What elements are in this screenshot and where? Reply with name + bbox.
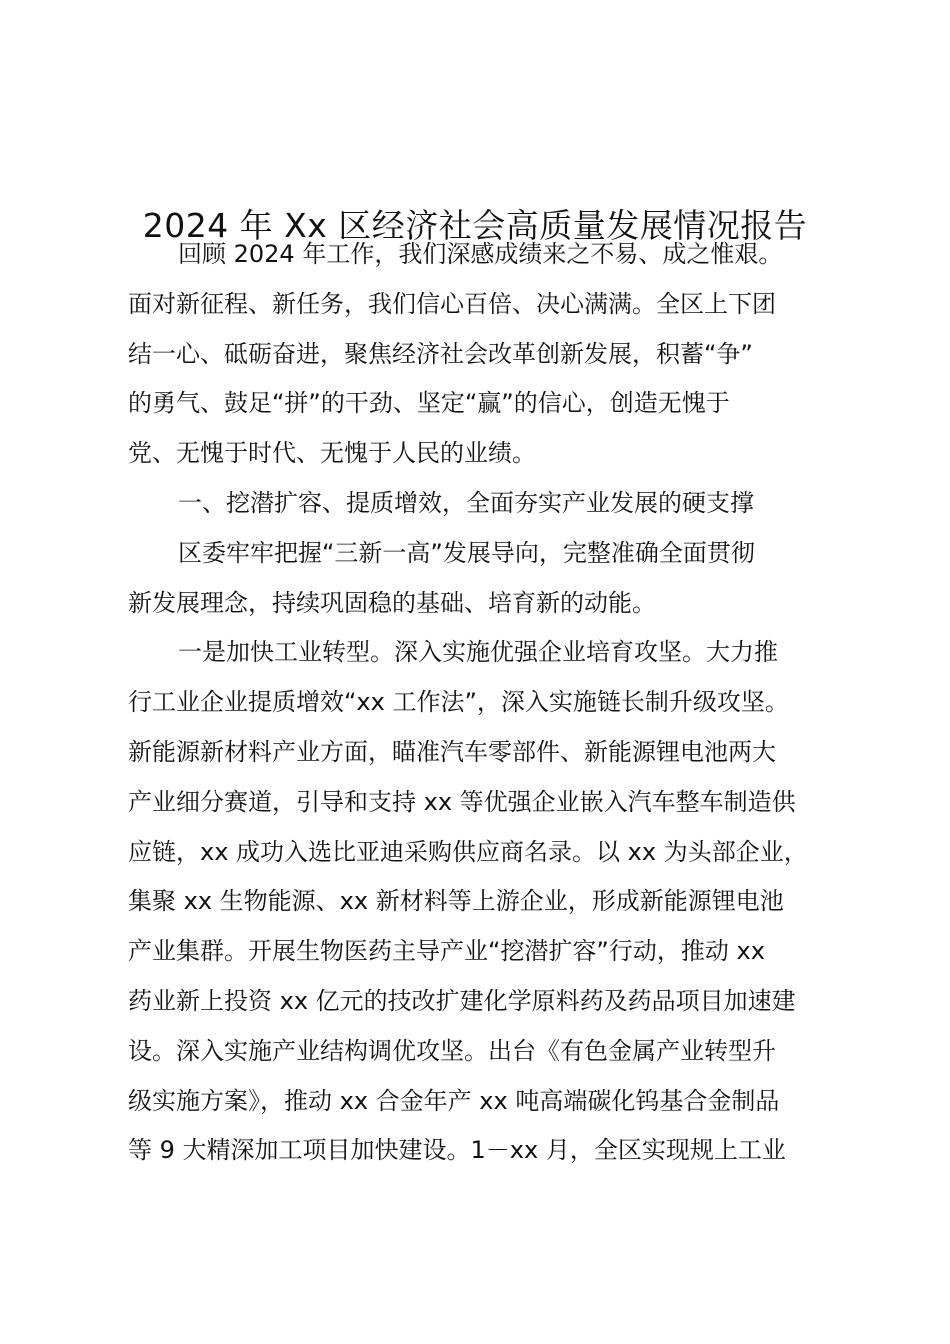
document-title: 2024 年 Xx 区经济社会高质量发展情况报告 (142, 206, 808, 246)
body-line: 设。深入实施产业结构调优攻坚。出台《有色金属产业转型升 (128, 1036, 776, 1065)
body-line: 产业细分赛道，引导和支持 xx 等优强企业嵌入汽车整车制造供 (128, 787, 796, 816)
body-line: 产业集群。开展生物医药主导产业“挖潜扩容”行动，推动 xx (128, 937, 765, 966)
document-body (128, 230, 868, 1176)
body-line: 集聚 xx 生物能源、xx 新材料等上游企业，形成新能源锂电池 (128, 887, 784, 916)
body-line: 面对新征程、新任务，我们信心百倍、决心满满。全区上下团 (128, 289, 776, 318)
body-line: 党、无愧于时代、无愧于人民的业绩。 (128, 439, 536, 468)
body-line: 区委牢牢把握“三新一高”发展导向，完整准确全面贯彻 (178, 538, 755, 567)
body-line: 行工业企业提质增效“xx 工作法”，深入实施链长制升级攻坚。 (128, 688, 789, 717)
body-line: 的勇气、鼓足“拼”的干劲、坚定“赢”的信心，创造无愧于 (128, 389, 730, 418)
body-line: 一是加快工业转型。深入实施优强企业培育攻坚。大力推 (178, 638, 778, 667)
body-line: 等 9 大精深加工项目加快建设。1－xx 月，全区实现规上工业 (128, 1136, 786, 1165)
body-line: 结一心、砥砺奋进，聚焦经济社会改革创新发展，积蓄“争” (128, 339, 753, 368)
body-line: 回顾 2024 年工作，我们深感成绩来之不易、成之惟艰。 (178, 240, 783, 268)
body-line: 级实施方案》，推动 xx 合金年产 xx 吨高端碳化钨基合金制品 (128, 1086, 780, 1115)
body-line: 新发展理念，持续巩固稳的基础、培育新的动能。 (128, 588, 656, 617)
body-line: 应链，xx 成功入选比亚迪采购供应商名录。以 xx 为头部企业， (128, 837, 808, 866)
section-heading: 一、挖潜扩容、提质增效，全面夯实产业发展的硬支撑 (178, 488, 754, 517)
body-line: 新能源新材料产业方面，瞄准汽车零部件、新能源锂电池两大 (128, 737, 776, 766)
body-line: 药业新上投资 xx 亿元的技改扩建化学原料药及药品项目加速建 (128, 986, 796, 1015)
